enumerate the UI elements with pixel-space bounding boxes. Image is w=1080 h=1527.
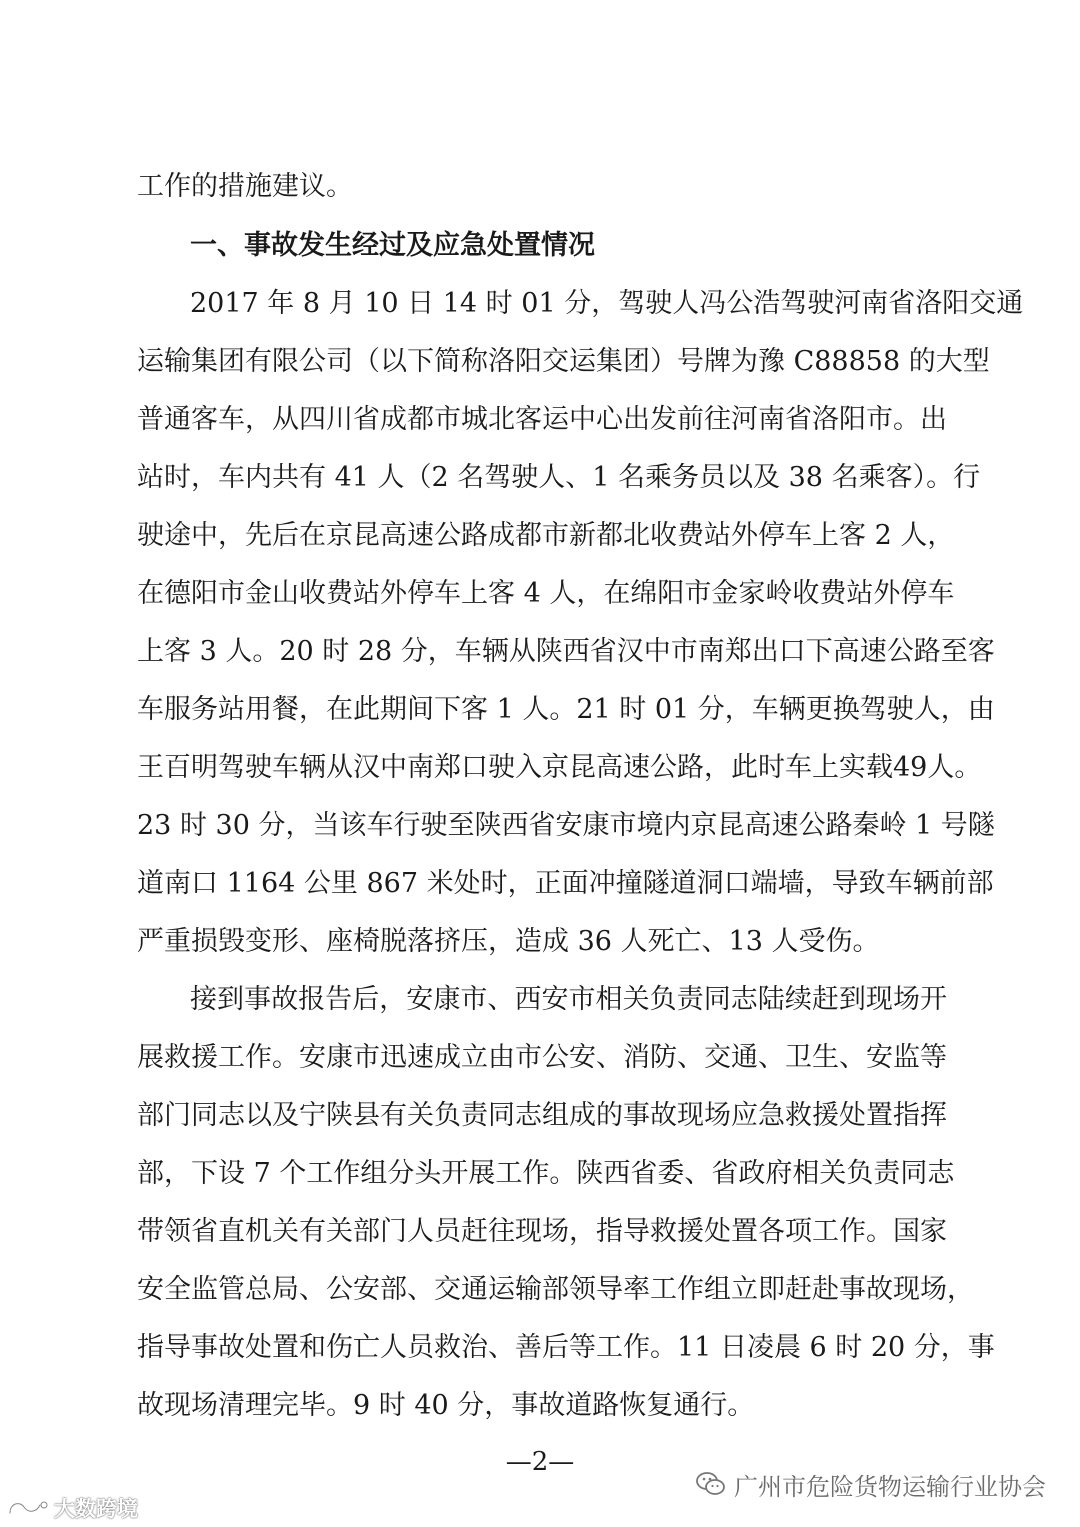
paragraph-line: 上客 3 人。20 时 28 分，车辆从陕西省汉中市南郑出口下高速公路至客 — [137, 636, 995, 667]
paragraph-line: 部门同志以及宁陕县有关负责同志组成的事故现场应急救援处置指挥 — [137, 1100, 947, 1131]
paragraph-line: 带领省直机关有关部门人员赶往现场，指导救援处置各项工作。国家 — [137, 1216, 947, 1247]
wechat-icon — [696, 1471, 726, 1497]
publisher-name: 广州市危险货物运输行业协会 — [734, 1472, 1046, 1501]
paragraph-line: 在德阳市金山收费站外停车上客 4 人，在绵阳市金家岭收费站外停车 — [137, 578, 955, 609]
page-number: —2— — [505, 1447, 575, 1477]
paragraph-line: 2017 年 8 月 10 日 14 时 01 分，驾驶人冯公浩驾驶河南省洛阳交通 — [190, 288, 1024, 319]
paragraph-line: 安全监管总局、公安部、交通运输部领导率工作组立即赶赴事故现场， — [137, 1274, 974, 1305]
brand-logo-icon — [6, 1497, 50, 1519]
paragraph-line: 运输集团有限公司（以下简称洛阳交运集团）号牌为豫 C88858 的大型 — [137, 346, 990, 377]
paragraph-line: 普通客车，从四川省成都市城北客运中心出发前往河南省洛阳市。出 — [137, 404, 947, 435]
paragraph-line: 指导事故处置和伤亡人员救治、善后等工作。11 日凌晨 6 时 20 分，事 — [137, 1332, 995, 1363]
site-name: 大数跨境 — [54, 1497, 138, 1521]
paragraph-line: 严重损毁变形、座椅脱落挤压，造成 36 人死亡、13 人受伤。 — [137, 926, 880, 957]
publisher-watermark — [696, 1464, 1046, 1504]
paragraph-line: 故现场清理完毕。9 时 40 分，事故道路恢复通行。 — [137, 1390, 755, 1421]
paragraph-line: 驶途中，先后在京昆高速公路成都市新都北收费站外停车上客 2 人， — [137, 520, 955, 551]
paragraph-line: 展救援工作。安康市迅速成立由市公安、消防、交通、卫生、安监等 — [137, 1042, 947, 1073]
paragraph-line: 接到事故报告后，安康市、西安市相关负责同志陆续赶到现场开 — [190, 984, 947, 1015]
paragraph-line: 工作的措施建议。 — [137, 171, 353, 202]
paragraph-line: 王百明驾驶车辆从汉中南郑口驶入京昆高速公路，此时车上实载49人。 — [137, 752, 982, 783]
site-watermark — [6, 1493, 138, 1523]
paragraph-line: 部，下设 7 个工作组分头开展工作。陕西省委、省政府相关负责同志 — [137, 1158, 955, 1189]
section-heading: 一、事故发生经过及应急处置情况 — [190, 230, 595, 261]
paragraph-line: 23 时 30 分，当该车行驶至陕西省安康市境内京昆高速公路秦岭 1 号隧 — [137, 810, 995, 841]
paragraph-line: 站时，车内共有 41 人（2 名驾驶人、1 名乘务员以及 38 名乘客）。行 — [137, 462, 981, 493]
paragraph-line: 车服务站用餐，在此期间下客 1 人。21 时 01 分，车辆更换驾驶人，由 — [137, 694, 995, 725]
paragraph-line: 道南口 1164 公里 867 米处时，正面冲撞隧道洞口端墙，导致车辆前部 — [137, 868, 994, 899]
